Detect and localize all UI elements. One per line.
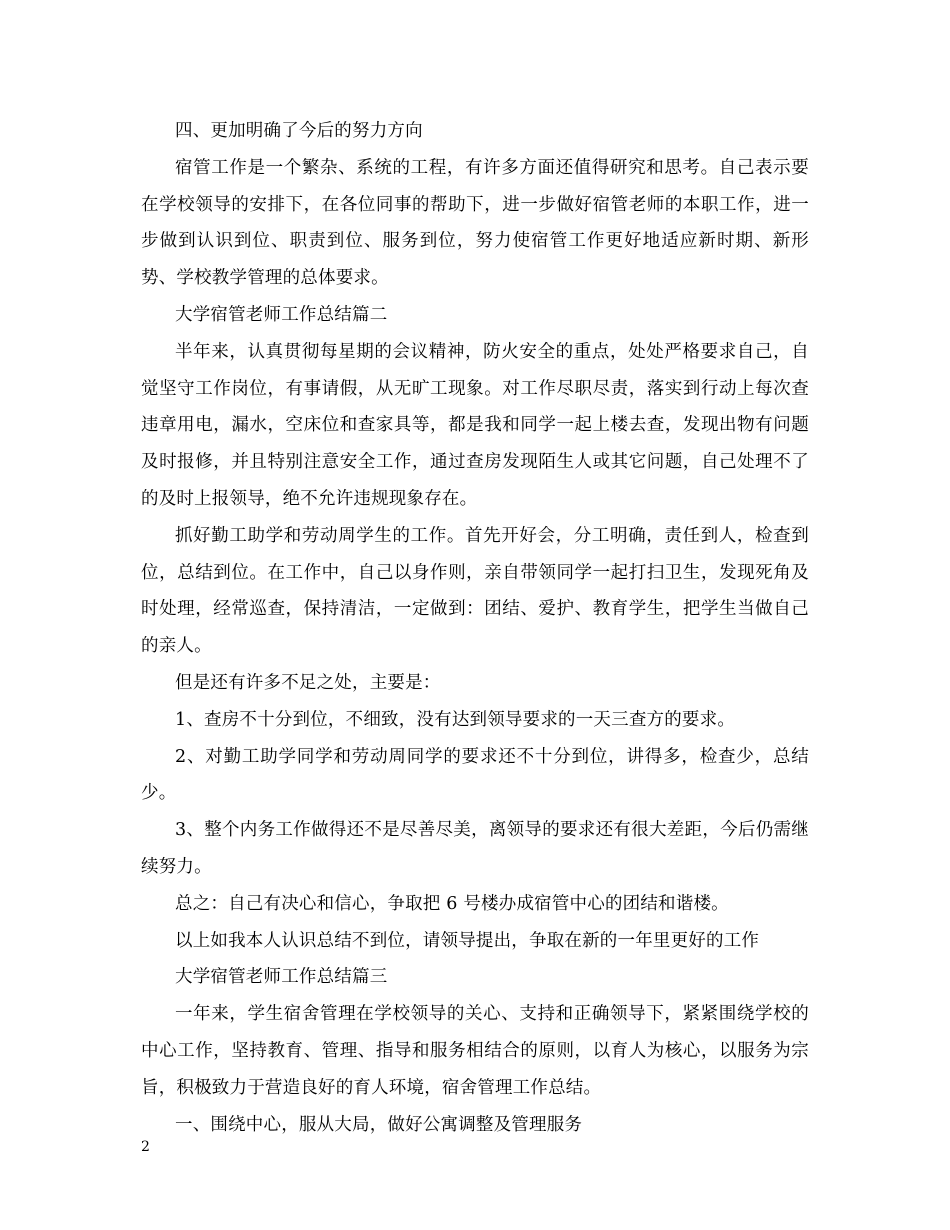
section-heading: 一、围绕中心，服从大局，做好公寓调整及管理服务 — [175, 1114, 583, 1135]
body-paragraph: 但是还有许多不足之处，主要是： — [175, 672, 441, 693]
body-paragraph: 以上如我本人认识总结不到位，请领导提出，争取在新的一年里更好的工作 — [175, 930, 760, 951]
section-title: 大学宿管老师工作总结篇三 — [175, 967, 388, 988]
body-paragraph: 宿管工作是一个繁杂、系统的工程，有许多方面还值得研究和思考。自己表示要在学校领导的安排下，在各位同事的帮助下，进一步做好宿管老师的本职工作，进一步做到认识到位、职责到位、服务到位，努力使宿管工作更好地适应新时期、新形势、学校教学管理的总体要求。 — [141, 157, 809, 289]
section-heading: 四、更加明确了今后的努力方向 — [175, 121, 423, 141]
body-paragraph: 抓好勤工助学和劳动周学生的工作。首先开好会，分工明确，责任到人，检查到位，总结到位。在工作中，自己以身作则，亲自带领同学一起打扫卫生，发现死角及时处理，经常巡查，保持清洁，一定做到：团结、爱护、教育学生，把学生当做自己的亲人。 — [141, 525, 809, 657]
section-title: 大学宿管老师工作总结篇二 — [175, 304, 388, 325]
body-paragraph: 半年来，认真贯彻每星期的会议精神，防火安全的重点，处处严格要求自己，自觉坚守工作岗位，有事请假，从无旷工现象。对工作尽职尽责，落实到行动上每次查违章用电，漏水，空床位和查家具等，都是我和同学一起上楼去查，发现出物有问题及时报修，并且特别注意安全工作，通过查房发现陌生人或其它问题，自己处理不了的及时上报领导，绝不允许违规现象存在。 — [141, 341, 809, 509]
list-item: 3、整个内务工作做得还不是尽善尽美，离领导的要求还有很大差距，今后仍需继续努力。 — [141, 820, 809, 877]
body-paragraph: 总之：自己有决心和信心，争取把 6 号楼办成宿管中心的团结和谐楼。 — [175, 893, 729, 914]
document-body — [141, 113, 809, 1143]
body-paragraph: 一年来，学生宿舍管理在学校领导的关心、支持和正确领导下，紧紧围绕学校的中心工作，坚持教育、管理、指导和服务相结合的原则，以育人为核心，以服务为宗旨，积极致力于营造良好的育人环境，宿舍管理工作总结。 — [141, 1004, 809, 1098]
list-item: 2、对勤工助学同学和劳动周同学的要求还不十分到位，讲得多，检查少，总结少。 — [141, 746, 809, 804]
list-item: 1、查房不十分到位，不细致，没有达到领导要求的一天三查方的要求。 — [175, 709, 736, 730]
page-number: 2 — [141, 1139, 150, 1155]
